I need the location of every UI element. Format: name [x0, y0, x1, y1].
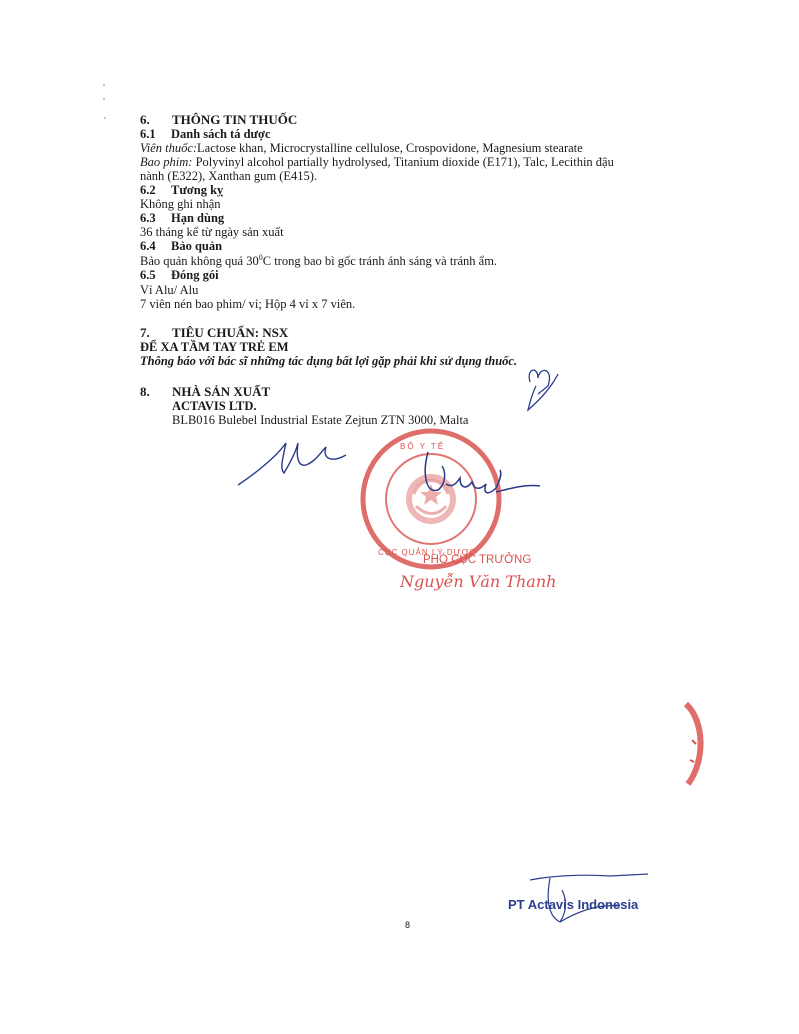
subsection-6-2-heading: 6.2 Tương kỵ [140, 183, 224, 197]
subsection-6-3-heading: 6.3 Hạn dùng [140, 211, 225, 225]
company-stamp: PT Actavis Indonesia [508, 897, 639, 912]
shelf-life-text: 36 tháng kể từ ngày sản xuất [140, 225, 284, 239]
packaging-line-2: 7 viên nén bao phim/ vỉ; Hộp 4 vỉ x 7 viên. [140, 297, 356, 311]
excipients-tablet: Viên thuốc:Lactose khan, Microcrystalline cellulose, Crospovidone, Magnesium stearate [140, 141, 583, 155]
deputy-director-name: Nguyễn Văn Thanh [400, 572, 557, 591]
deputy-director-title: PHÓ CỤC TRƯỞNG [423, 554, 532, 566]
signature-company [520, 870, 650, 930]
scan-speck [103, 98, 105, 100]
page-number: 8 [405, 920, 411, 930]
excipients-coating-cont: nành (E322), Xanthan gum (E415). [140, 169, 318, 183]
partial-seal-edge [682, 700, 722, 790]
child-warning: ĐỂ XA TẦM TAY TRẺ EM [140, 340, 289, 354]
side-effect-notice: Thông báo với bác sĩ những tác dụng bất lợi gặp phải khi sử dụng thuốc. [140, 354, 518, 368]
initial-mark [508, 360, 568, 420]
excipients-coating: Bao phim: Polyvinyl alcohol partially hydrolysed, Titanium dioxide (E171), Talc, Lecithin đậu [140, 155, 614, 169]
scan-speck [104, 117, 106, 119]
section-7-heading: 7. TIÊU CHUẨN: NSX [140, 325, 289, 340]
incompatibility-text: Không ghi nhận [140, 197, 221, 211]
subsection-6-1-heading: 6.1 Danh sách tá dược [140, 127, 271, 141]
signature-left [236, 433, 366, 493]
seal-ring-bottom: CỤC QUẢN LÝ DƯỢC [378, 548, 477, 557]
subsection-6-5-heading: 6.5 Đóng gói [140, 268, 219, 282]
seal-ring-top: BỘ Y TẾ [400, 442, 446, 451]
scan-speck [103, 84, 105, 86]
packaging-line-1: Vỉ Alu/ Alu [140, 283, 199, 297]
section-6-heading: 6. THÔNG TIN THUỐC [140, 112, 298, 127]
signature-director [416, 444, 546, 524]
storage-text: Bảo quản không quá $30^0C$ trong bao bì gốc tránh ánh sáng và tránh ẩm. [140, 252, 498, 268]
manufacturer-address: BLB016 Bulebel Industrial Estate Zejtun ZTN 3000, Malta [172, 413, 469, 427]
section-8-heading: 8. NHÀ SẢN XUẤT [140, 384, 271, 399]
subsection-6-4-heading: 6.4 Bảo quản [140, 239, 223, 253]
manufacturer-name: ACTAVIS LTD. [172, 399, 257, 413]
